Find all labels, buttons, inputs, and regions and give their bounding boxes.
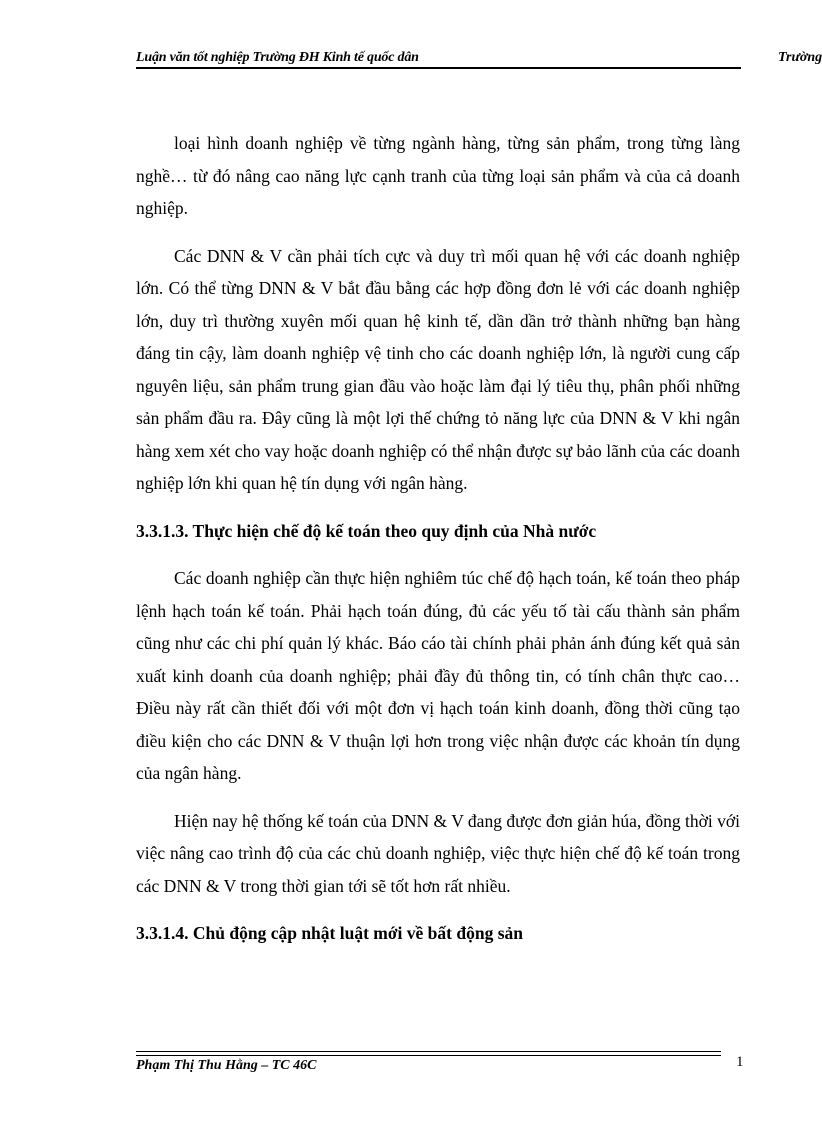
footer-rule-bottom — [136, 1055, 721, 1056]
footer-rule-top — [136, 1051, 721, 1052]
section-heading-3-3-1-4: 3.3.1.4. Chủ động cập nhật luật mới về bất động sản — [136, 923, 523, 943]
section-heading-3-3-1-3: 3.3.1.3. Thực hiện chế độ kế toán theo quy định của Nhà nước — [136, 520, 597, 541]
header-title: Luận văn tốt nghiệp Trường ĐH Kinh tế quốc dân — [136, 50, 419, 65]
page-number: 1 — [736, 1054, 744, 1070]
header-right-text: Trường — [778, 50, 822, 65]
paragraph-1: loại hình doanh nghiệp về từng ngành hàng, từng sản phẩm, trong từng làng nghề… từ đó nâng cao năng lực cạnh tranh của từng loại sản phẩm và của cả doanh nghiệp. — [136, 133, 740, 218]
document-body — [136, 127, 740, 965]
footer-author: Phạm Thị Thu Hằng – TC 46C — [136, 1058, 317, 1073]
paragraph-3: Các doanh nghiệp cần thực hiện nghiêm túc chế độ hạch toán, kế toán theo pháp lệnh hạch toán kế toán. Phải hạch toán đúng, đủ các yếu tố tài cấu thành sản phẩm cũng như các chi phí quản lý khác. Báo cáo tài chính phải phản ánh đúng kết quả sản xuất kinh doanh của doanh nghiệp; phải đầy đủ thông tin, có tính chân thực cao… Điều này rất cần thiết đối với một đơn vị hạch toán kinh doanh, đồng thời cũng tạo điều kiện cho các DNN & V thuận lợi hơn trong việc nhận được các khoản tín dụng của ngân hàng. — [136, 568, 740, 783]
paragraph-2: Các DNN & V cần phải tích cực và duy trì mối quan hệ với các doanh nghiệp lớn. Có thể từng DNN & V bắt đầu bằng các hợp đồng đơn lẻ với các doanh nghiệp lớn, duy trì thường xuyên mối quan hệ kinh tế, dần dần trở thành những bạn hàng đáng tin cậy, làm doanh nghiệp vệ tinh cho các doanh nghiệp lớn, là người cung cấp nguyên liệu, sản phẩm trung gian đầu vào hoặc làm đại lý tiêu thụ, phân phối những sản phẩm đầu ra. Đây cũng là một lợi thế chứng tỏ năng lực của DNN & V khi ngân hàng xem xét cho vay hoặc doanh nghiệp có thể nhận được sự bảo lãnh của các doanh nghiệp lớn khi quan hệ tín dụng với ngân hàng. — [136, 245, 740, 493]
paragraph-4: Hiện nay hệ thống kế toán của DNN & V đang được đơn giản húa, đồng thời với việc nâng cao trình độ của các chủ doanh nghiệp, việc thực hiện chế độ kế toán trong các DNN & V trong thời gian tới sẽ tốt hơn rất nhiều. — [136, 810, 740, 896]
header-rule — [136, 67, 741, 69]
